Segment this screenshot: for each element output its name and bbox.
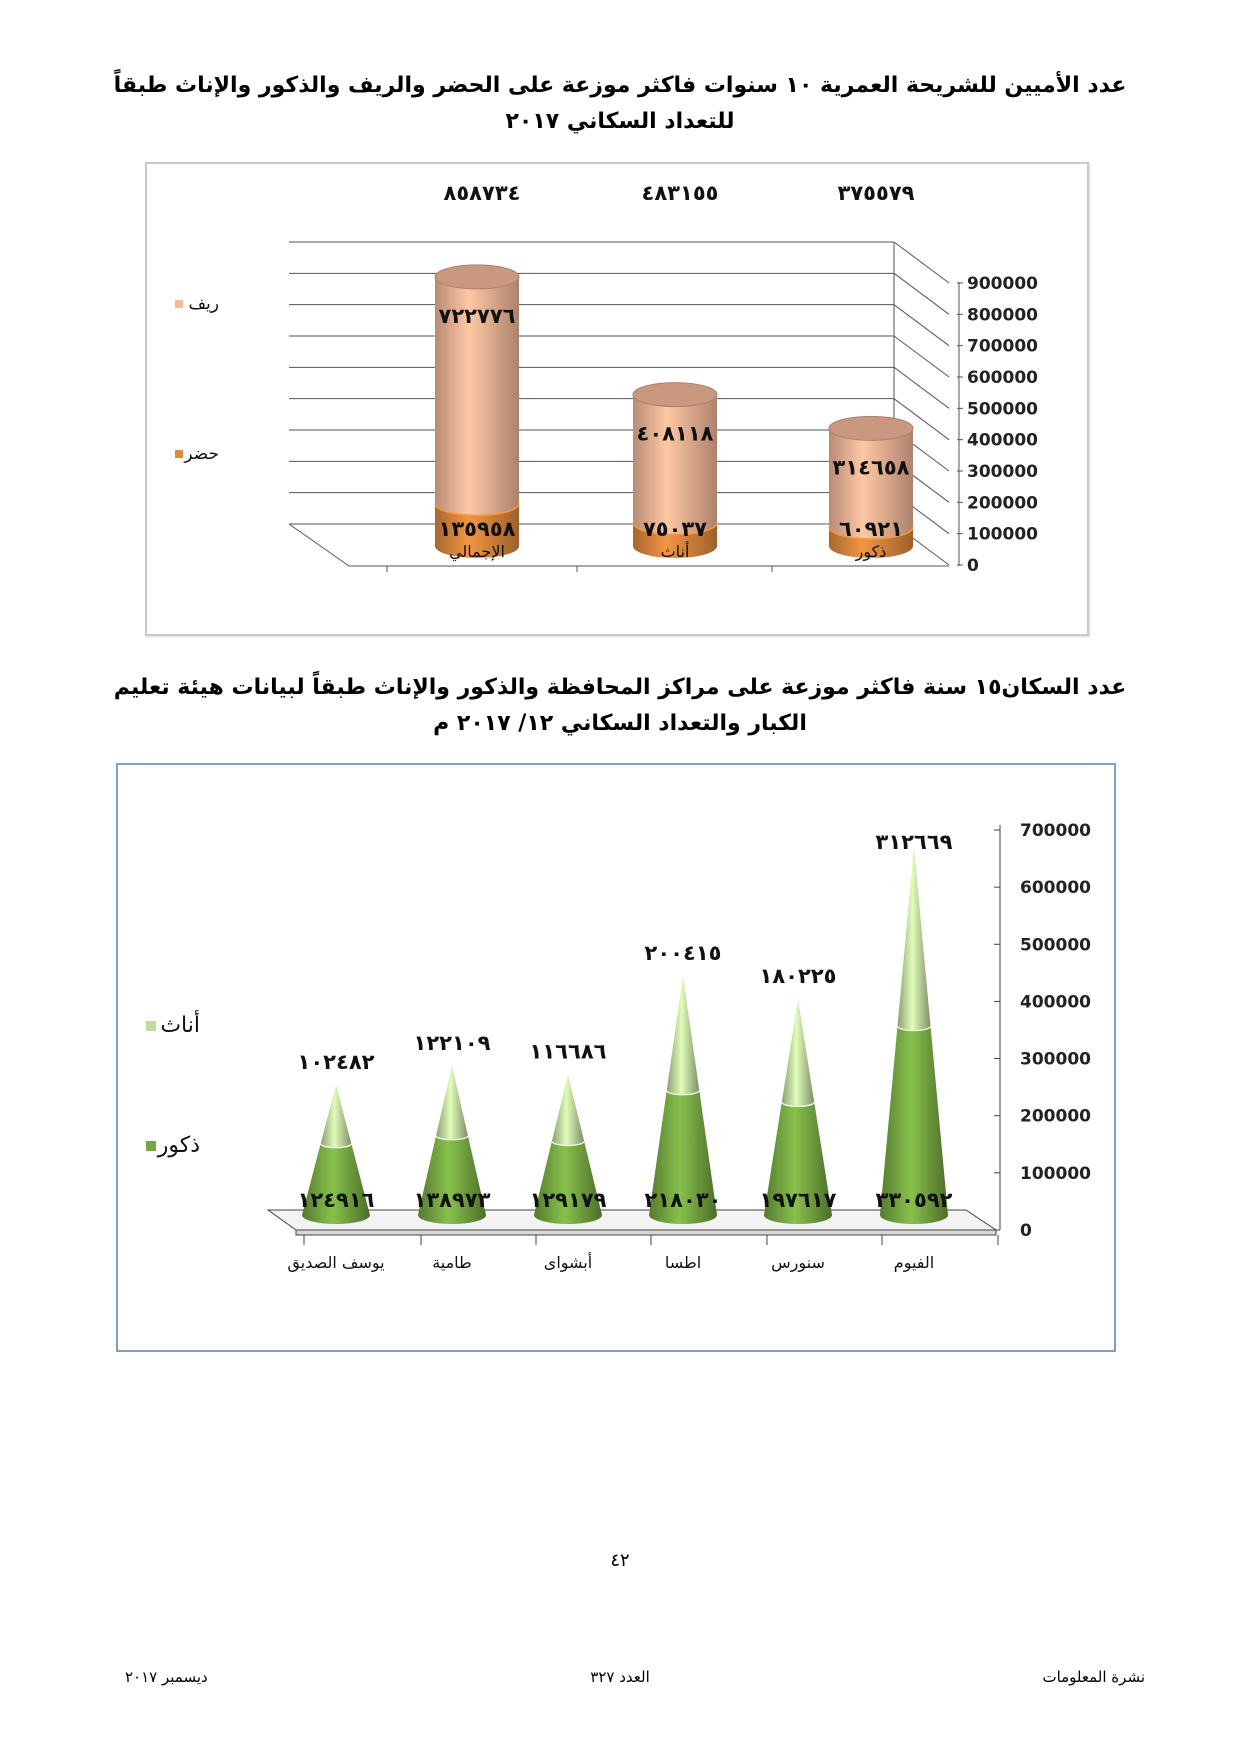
chart1-ytick-label: 900000 — [967, 274, 1038, 294]
chart1-label-rural: ٧٢٢٧٧٦ — [438, 303, 516, 328]
chart1-ytick-label: 300000 — [967, 462, 1038, 482]
chart2-ytick-label: 400000 — [1020, 992, 1091, 1013]
chart1-bar-rural — [633, 395, 717, 535]
chart2-svg — [118, 765, 1114, 1350]
chart1-ytick-label: 200000 — [967, 493, 1038, 514]
chart1-sidegrid — [894, 305, 949, 346]
chart1-label-urban: ١٣٥٩٥٨ — [438, 517, 516, 541]
chart1-legend-urban: حضر — [184, 444, 219, 464]
chart2-label-male: ٢١٨٠٣٠ — [644, 1188, 722, 1212]
chart1-sidegrid — [894, 242, 949, 283]
chart2-category-label: أبشواى — [543, 1253, 593, 1272]
chart2-legend-female: أناث — [160, 1013, 200, 1038]
chart1-label-total: ٤٨٣١٥٥ — [641, 181, 719, 205]
chart2-label-male: ١٩٧٦١٧ — [759, 1188, 837, 1212]
chart2-ytick-label: 500000 — [1020, 935, 1091, 956]
footer-center: العدد ٣٢٧ — [590, 1668, 650, 1686]
chart1-category-label: الإجمالي — [449, 542, 505, 561]
chart2-label-female: ١٨٠٢٢٥ — [759, 964, 837, 989]
chart1-svg — [147, 164, 1087, 634]
chart2-title: عدد السكان١٥ سنة فاكثر موزعة على مراكز المحافظة والذكور والإناث طبقاً لبيانات هيئة تعليم الكبار والتعداد السكاني ١٢/ ٢٠١٧ م — [113, 675, 1127, 736]
chart2-ytick-label: 200000 — [1020, 1106, 1091, 1127]
chart2-cone-female — [321, 1085, 352, 1148]
chart2-legend-swatch-male — [146, 1141, 156, 1151]
footer-left: ديسمبر ٢٠١٧ — [125, 1668, 208, 1686]
chart1-ytick-label: 700000 — [967, 336, 1038, 357]
chart2-legend-swatch-female — [146, 1021, 156, 1031]
page-number: ٤٢ — [610, 1550, 630, 1571]
chart1-label-urban: ٦٠٩٢١ — [838, 517, 904, 541]
chart1-category-label: ذكور — [855, 542, 887, 561]
chart1-ytick-label: 800000 — [967, 305, 1038, 326]
chart1-sidegrid — [894, 367, 949, 408]
chart1-ytick-label: 600000 — [967, 368, 1038, 388]
chart2-ytick-label: 300000 — [1020, 1049, 1091, 1070]
chart2-ytick-label: 100000 — [1020, 1163, 1091, 1184]
chart1-ytick-label: 400000 — [967, 430, 1038, 451]
chart2-category-label: اطسا — [664, 1253, 702, 1272]
chart2-label-male: ١٢٤٩١٦ — [297, 1188, 375, 1212]
chart1-ytick-label: 500000 — [967, 399, 1038, 420]
chart1-frame — [145, 162, 1089, 636]
chart2-ytick-label: 600000 — [1020, 878, 1091, 899]
chart1-legend-swatch-rural — [175, 300, 183, 308]
chart2-ytick-label: 700000 — [1020, 821, 1091, 841]
chart2-label-male: ٣٣٠٥٩٢ — [875, 1188, 953, 1212]
chart2-frame — [116, 763, 1116, 1352]
chart2-label-male: ١٢٩١٧٩ — [529, 1188, 607, 1212]
chart2-label-female: ٢٠٠٤١٥ — [644, 940, 722, 965]
chart1-label-rural: ٣١٤٦٥٨ — [832, 455, 910, 480]
chart1-ytick-label: 0 — [967, 556, 979, 576]
chart2-label-male: ١٣٨٩٧٣ — [413, 1188, 491, 1212]
chart2-category-label: يوسف الصديق — [287, 1253, 385, 1272]
chart2-cone-female — [897, 847, 930, 1030]
chart1-title: عدد الأميين للشريحة العمرية ١٠ سنوات فاكثر موزعة على الحضر والريف والذكور والإناث طبقاً للتعداد السكاني ٢٠١٧ — [113, 73, 1127, 134]
chart2-label-female: ١٢٢١٠٩ — [413, 1030, 491, 1055]
chart1-sidegrid — [894, 273, 949, 314]
chart1-ytick-label: 100000 — [967, 524, 1038, 545]
chart1-legend-rural: ريف — [188, 294, 219, 314]
chart2-legend-male: ذكور — [157, 1133, 200, 1158]
chart1-category-label: أناث — [660, 542, 690, 561]
chart2-cone-female — [436, 1066, 468, 1140]
footer-right: نشرة المعلومات — [1042, 1668, 1145, 1686]
chart1-label-urban: ٧٥٠٣٧ — [642, 517, 708, 541]
chart2-label-female: ٣١٢٦٦٩ — [875, 830, 953, 854]
chart1-bar-top — [633, 383, 717, 407]
chart1-label-total: ٨٥٨٧٣٤ — [443, 181, 521, 205]
chart2-category-label: الفيوم — [893, 1253, 935, 1272]
chart1-sidegrid — [894, 336, 949, 377]
chart2-ytick-label: 0 — [1020, 1221, 1032, 1241]
chart1-label-rural: ٤٠٨١١٨ — [636, 421, 714, 446]
chart1-legend-swatch-urban — [175, 450, 183, 458]
chart1-bar-top — [829, 416, 913, 440]
chart2-cone-female — [782, 999, 814, 1106]
chart1-bar-top — [435, 265, 519, 289]
chart2-label-female: ١٠٢٤٨٢ — [297, 1050, 375, 1075]
chart2-category-label: طامية — [432, 1253, 472, 1272]
chart2-category-label: سنورس — [771, 1253, 825, 1272]
chart1-floor-edge — [289, 524, 349, 566]
chart2-cone-female — [667, 976, 700, 1095]
chart2-floor-edge — [296, 1230, 996, 1235]
chart2-cone-female — [552, 1075, 584, 1146]
chart2-label-female: ١١٦٦٨٦ — [529, 1039, 607, 1064]
chart1-label-total: ٣٧٥٥٧٩ — [837, 181, 915, 205]
